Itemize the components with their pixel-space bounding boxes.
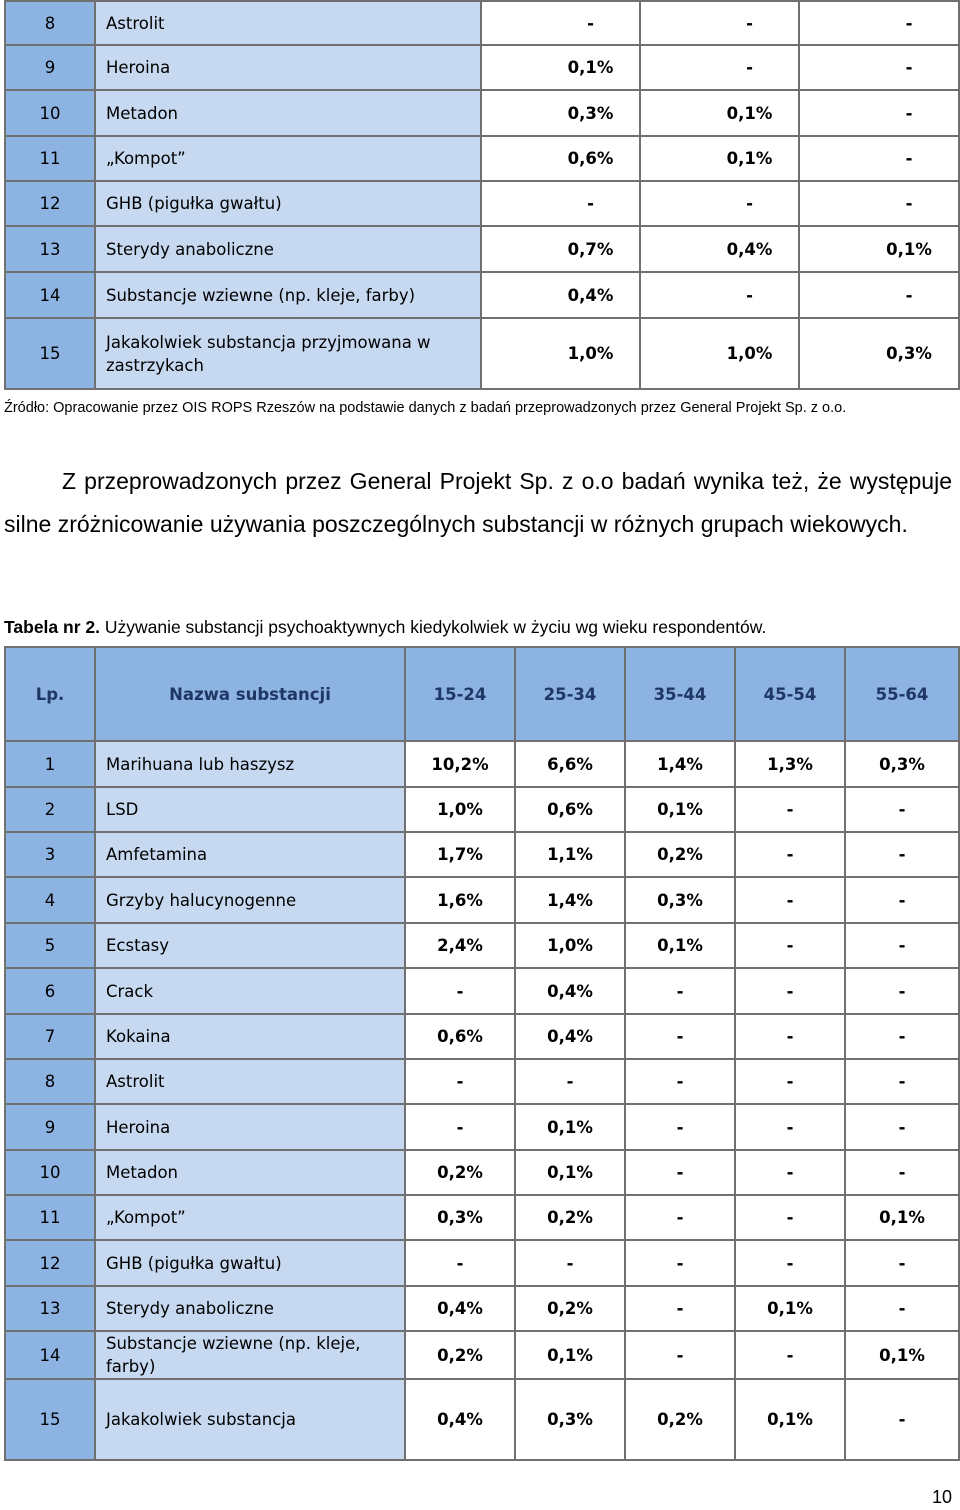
value-cell <box>481 90 640 136</box>
value-text: 0,6% <box>567 149 614 168</box>
value-cell: - <box>845 877 959 923</box>
value-cell: - <box>845 1150 959 1195</box>
table-row <box>5 968 959 1014</box>
value-cell: - <box>845 1379 959 1460</box>
value-cell: - <box>625 1104 735 1150</box>
row-number: 8 <box>5 1059 95 1104</box>
value-cell: - <box>845 1286 959 1331</box>
table-row <box>5 1286 959 1331</box>
value-text: 0,4% <box>726 239 773 259</box>
value-text: 0,1% <box>886 239 932 259</box>
substance-name: Astrolit <box>95 1059 405 1104</box>
value-cell <box>481 45 640 90</box>
substance-name: LSD <box>95 787 405 832</box>
row-number: 8 <box>5 1 95 45</box>
substance-name: Ecstasy <box>95 923 405 968</box>
value-cell: 1,1% <box>515 832 625 877</box>
value-cell: - <box>735 877 845 923</box>
value-cell: - <box>735 1104 845 1150</box>
value-text: - <box>587 13 594 33</box>
column-header: 55-64 <box>845 647 959 741</box>
value-cell: 1,0% <box>515 923 625 968</box>
row-number: 10 <box>5 90 95 136</box>
value-cell: 0,4% <box>405 1286 515 1331</box>
value-text: - <box>746 13 753 33</box>
value-cell <box>799 272 959 318</box>
value-cell: - <box>845 832 959 877</box>
value-cell: 0,3% <box>625 877 735 923</box>
value-cell: 0,2% <box>515 1195 625 1240</box>
table-caption-label: Tabela nr 2. <box>4 617 100 637</box>
value-cell <box>640 90 799 136</box>
value-cell: - <box>625 1240 735 1286</box>
value-cell: 0,6% <box>405 1014 515 1059</box>
substance-name: Astrolit <box>95 1 481 45</box>
row-number: 11 <box>5 1195 95 1240</box>
value-text: - <box>905 103 913 123</box>
substance-name: Grzyby halucynogenne <box>95 877 405 923</box>
substance-name: GHB (pigułka gwałtu) <box>95 1240 405 1286</box>
row-number: 6 <box>5 968 95 1014</box>
value-text: - <box>746 58 753 77</box>
column-header: Nazwa substancji <box>95 647 405 741</box>
value-text: 1,0% <box>726 344 773 363</box>
substance-name: Jakakolwiek substancja <box>95 1379 405 1460</box>
value-text: - <box>905 58 913 77</box>
value-text: - <box>746 194 753 213</box>
substance-name: Kokaina <box>95 1014 405 1059</box>
row-number: 12 <box>5 1240 95 1286</box>
table-row <box>5 1 959 45</box>
value-cell: 1,3% <box>735 741 845 787</box>
table-row <box>5 1014 959 1059</box>
value-cell <box>799 45 959 90</box>
substance-name: Substancje wziewne (np. kleje, farby) <box>95 1331 405 1379</box>
value-cell: - <box>405 1104 515 1150</box>
substance-name: Amfetamina <box>95 832 405 877</box>
column-header: 35-44 <box>625 647 735 741</box>
substance-name: Heroina <box>95 1104 405 1150</box>
value-cell: 0,2% <box>515 1286 625 1331</box>
table-row <box>5 1195 959 1240</box>
value-cell <box>799 226 959 272</box>
substance-name: „Kompot” <box>95 1195 405 1240</box>
value-text: 0,3% <box>886 344 932 363</box>
table-row <box>5 136 959 181</box>
value-text: 0,1% <box>567 58 614 77</box>
value-cell: - <box>735 1240 845 1286</box>
value-cell: - <box>845 1014 959 1059</box>
value-cell: - <box>625 968 735 1014</box>
value-cell <box>640 45 799 90</box>
substance-name: Substancje wziewne (np. kleje, farby) <box>95 272 481 318</box>
page-number: 10 <box>931 1487 952 1507</box>
value-cell: 0,2% <box>625 832 735 877</box>
substance-name: „Kompot” <box>95 136 481 181</box>
table-row <box>5 741 959 787</box>
value-cell <box>799 181 959 226</box>
row-number: 11 <box>5 136 95 181</box>
value-cell: - <box>625 1195 735 1240</box>
value-cell: 0,4% <box>515 1014 625 1059</box>
value-cell: 0,3% <box>845 741 959 787</box>
value-cell <box>640 136 799 181</box>
value-cell <box>481 181 640 226</box>
value-cell: 1,4% <box>625 741 735 787</box>
value-cell: 0,4% <box>405 1379 515 1460</box>
value-text: 0,1% <box>726 103 773 123</box>
value-cell: - <box>405 1240 515 1286</box>
value-cell: 0,4% <box>515 968 625 1014</box>
table-row <box>5 45 959 90</box>
value-cell <box>640 272 799 318</box>
value-text: 0,3% <box>567 103 614 123</box>
value-cell <box>799 1 959 45</box>
value-cell: 1,0% <box>405 787 515 832</box>
value-cell: - <box>625 1286 735 1331</box>
value-cell: - <box>625 1014 735 1059</box>
row-number: 14 <box>5 272 95 318</box>
value-cell: 0,3% <box>515 1379 625 1460</box>
table1-body <box>5 1 959 389</box>
table2-header-row <box>5 647 959 741</box>
table-row <box>5 1150 959 1195</box>
value-cell: 0,1% <box>515 1331 625 1379</box>
substance-name: Sterydy anaboliczne <box>95 226 481 272</box>
table-substances-by-age <box>4 646 960 1461</box>
value-cell <box>481 318 640 389</box>
value-cell <box>640 226 799 272</box>
value-cell <box>481 226 640 272</box>
value-text: 0,7% <box>567 239 614 259</box>
value-text: - <box>905 149 913 168</box>
row-number: 13 <box>5 226 95 272</box>
value-cell: - <box>515 1059 625 1104</box>
value-cell <box>481 1 640 45</box>
table-caption-text: Używanie substancji psychoaktywnych kiedykolwiek w życiu wg wieku respondentów. <box>99 617 767 637</box>
value-cell <box>799 136 959 181</box>
table-row <box>5 272 959 318</box>
row-number: 15 <box>5 318 95 389</box>
value-cell <box>481 136 640 181</box>
value-cell: - <box>735 968 845 1014</box>
value-cell: 1,7% <box>405 832 515 877</box>
value-cell: 0,1% <box>845 1331 959 1379</box>
table-row <box>5 181 959 226</box>
substance-name: Crack <box>95 968 405 1014</box>
table-row <box>5 877 959 923</box>
value-cell <box>481 272 640 318</box>
value-cell: 0,6% <box>515 787 625 832</box>
substance-name: Metadon <box>95 90 481 136</box>
value-cell: 1,4% <box>515 877 625 923</box>
row-number: 5 <box>5 923 95 968</box>
column-header: 45-54 <box>735 647 845 741</box>
substance-name: Jakakolwiek substancja przyjmowana w zastrzykach <box>95 318 481 389</box>
column-header: 15-24 <box>405 647 515 741</box>
value-text: - <box>905 13 913 33</box>
body-paragraph: Z przeprowadzonych przez General Projekt Sp. z o.o badań wynika też, że występuje silne zróżnicowanie używania poszczególnych substancji w różnych grupach wiekowych. <box>4 468 952 537</box>
value-cell: - <box>625 1331 735 1379</box>
value-cell: - <box>845 1240 959 1286</box>
row-number: 13 <box>5 1286 95 1331</box>
substance-name: Metadon <box>95 1150 405 1195</box>
value-cell: 0,1% <box>515 1150 625 1195</box>
value-cell: - <box>845 968 959 1014</box>
substance-name: Heroina <box>95 45 481 90</box>
value-cell <box>640 318 799 389</box>
value-cell: 0,2% <box>405 1331 515 1379</box>
row-number: 12 <box>5 181 95 226</box>
row-number: 9 <box>5 45 95 90</box>
row-number: 10 <box>5 1150 95 1195</box>
value-cell: 0,2% <box>405 1150 515 1195</box>
column-header: 25-34 <box>515 647 625 741</box>
value-cell: 0,1% <box>515 1104 625 1150</box>
value-text: 1,0% <box>567 344 614 363</box>
table-row <box>5 923 959 968</box>
value-text: - <box>746 285 753 305</box>
table-substances-continued <box>4 0 960 390</box>
row-number: 1 <box>5 741 95 787</box>
value-cell: - <box>735 1059 845 1104</box>
value-cell: - <box>735 923 845 968</box>
table-row <box>5 90 959 136</box>
value-cell: - <box>625 1059 735 1104</box>
value-cell: - <box>845 1104 959 1150</box>
value-cell: - <box>735 1014 845 1059</box>
table-row <box>5 1104 959 1150</box>
row-number: 7 <box>5 1014 95 1059</box>
value-text: 0,1% <box>726 149 773 168</box>
value-cell: - <box>625 1150 735 1195</box>
value-cell: - <box>735 1150 845 1195</box>
value-cell: - <box>735 1331 845 1379</box>
value-cell: 10,2% <box>405 741 515 787</box>
value-cell <box>799 90 959 136</box>
value-cell: - <box>405 968 515 1014</box>
row-number: 15 <box>5 1379 95 1460</box>
row-number: 9 <box>5 1104 95 1150</box>
value-cell <box>799 318 959 389</box>
value-cell: - <box>735 1195 845 1240</box>
value-cell: - <box>845 923 959 968</box>
value-cell: - <box>845 1059 959 1104</box>
value-cell <box>640 181 799 226</box>
table-row <box>5 1240 959 1286</box>
value-cell: 1,6% <box>405 877 515 923</box>
value-cell: 0,1% <box>845 1195 959 1240</box>
value-cell: 0,2% <box>625 1379 735 1460</box>
value-cell: 0,1% <box>735 1286 845 1331</box>
value-cell: 0,1% <box>735 1379 845 1460</box>
value-cell: - <box>405 1059 515 1104</box>
value-cell: - <box>515 1240 625 1286</box>
value-cell <box>640 1 799 45</box>
value-cell: 2,4% <box>405 923 515 968</box>
value-text: - <box>905 285 913 305</box>
value-cell: - <box>845 787 959 832</box>
source-note: Źródło: Opracowanie przez OIS ROPS Rzeszów na podstawie danych z badań przeprowadzonych przez General Projekt Sp. z o.o. <box>4 400 847 416</box>
row-number: 14 <box>5 1331 95 1379</box>
row-number: 4 <box>5 877 95 923</box>
table-row <box>5 1379 959 1460</box>
row-number: 3 <box>5 832 95 877</box>
table-row <box>5 832 959 877</box>
table-row <box>5 1331 959 1379</box>
value-cell: 6,6% <box>515 741 625 787</box>
table-caption <box>4 616 954 638</box>
substance-name: Marihuana lub haszysz <box>95 741 405 787</box>
value-text: 0,4% <box>567 285 614 305</box>
table2-body <box>5 741 959 1460</box>
table-row <box>5 1059 959 1104</box>
value-text: - <box>587 194 594 213</box>
table-row <box>5 318 959 389</box>
value-cell: - <box>735 832 845 877</box>
table-row <box>5 226 959 272</box>
table-row <box>5 787 959 832</box>
value-cell: - <box>735 787 845 832</box>
value-text: - <box>905 194 913 213</box>
value-cell: 0,1% <box>625 923 735 968</box>
row-number: 2 <box>5 787 95 832</box>
substance-name: Sterydy anaboliczne <box>95 1286 405 1331</box>
value-cell: 0,1% <box>625 787 735 832</box>
value-cell: 0,3% <box>405 1195 515 1240</box>
substance-name: GHB (pigułka gwałtu) <box>95 181 481 226</box>
column-header: Lp. <box>5 647 95 741</box>
